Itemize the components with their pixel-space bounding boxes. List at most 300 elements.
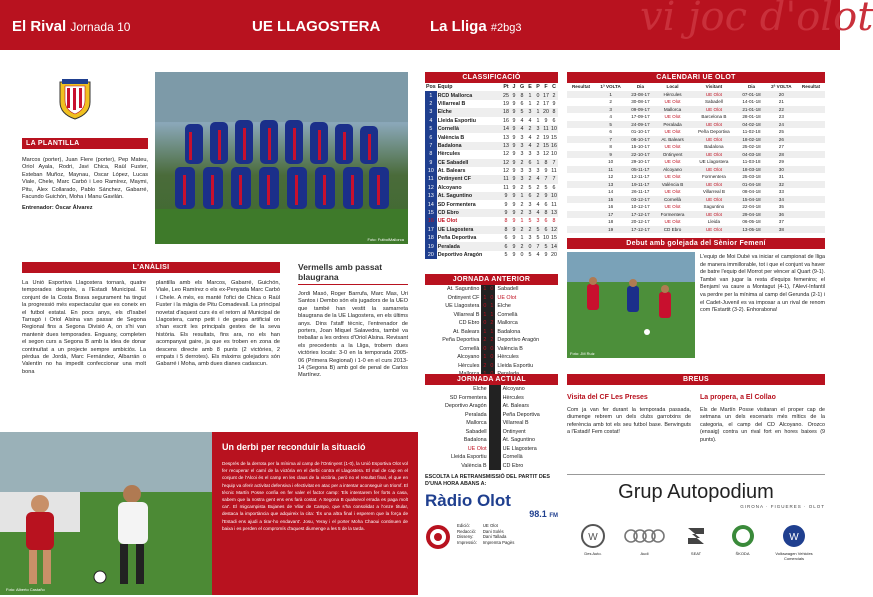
- classificacio-cell: 3: [425, 108, 437, 116]
- classificacio-cell: 7: [536, 243, 540, 250]
- classificacio-cell: 15: [543, 142, 549, 149]
- calendari-cell: 37: [778, 219, 784, 225]
- classificacio-cell: 1: [536, 117, 540, 124]
- classificacio-header-cell: Pos: [426, 84, 436, 91]
- calendari-cell: [797, 218, 825, 226]
- classificacio-cell: 9: [512, 210, 516, 217]
- calendari-cell: Ontinyent: [662, 151, 683, 157]
- classificacio-cell: 9: [512, 142, 516, 149]
- sponsor-cities: GIRONA · FIGUERES · OLOT: [740, 504, 825, 509]
- match-cell: Cornellà: [497, 311, 518, 318]
- classificacio-cell: 12: [503, 159, 509, 166]
- classificacio-row: [425, 192, 558, 200]
- classificacio-cell: 13: [503, 134, 509, 141]
- calendari-row: [567, 106, 825, 114]
- classificacio-cell: 9: [552, 100, 556, 107]
- classificacio-cell: 3: [520, 134, 524, 141]
- match-row: [425, 385, 558, 394]
- breus-title: BREUS: [567, 374, 825, 385]
- classificacio-row: [425, 200, 558, 208]
- classificacio-cell: 7: [552, 159, 556, 166]
- calendari-cell: [797, 196, 825, 204]
- radio-headline: ESCOLTA LA RETRANSMISSIÓ DEL PARTIT DES D'UNA HORA ABANS A:: [425, 474, 550, 487]
- classificacio-cell: 8: [520, 92, 524, 99]
- classificacio-title: CLASSIFICACIÓ: [425, 72, 558, 83]
- classificacio-cell: At. Balears: [437, 168, 466, 175]
- match-cell: At. Saguntino: [502, 437, 535, 444]
- calendari-cell: 16: [608, 204, 614, 210]
- classificacio-row: [425, 209, 558, 217]
- classificacio-cell: 2: [520, 201, 524, 208]
- classificacio-cell: 4: [425, 117, 437, 125]
- classificacio-cell: 11: [551, 168, 557, 175]
- match-cell: 1: [483, 294, 487, 301]
- calendari-cell: 17-12-17: [631, 211, 650, 217]
- classificacio-cell: 12: [551, 226, 557, 233]
- classificacio-cell: Deportivo Aragón: [437, 252, 483, 258]
- match-cell: Elche: [473, 386, 487, 393]
- calendari-cell: 18: [608, 219, 614, 225]
- classificacio-cell: 1: [528, 100, 532, 107]
- calendari-cell: [797, 98, 825, 106]
- classificacio-cell: 13: [503, 142, 509, 149]
- classificacio-cell: 7: [425, 142, 437, 150]
- classificacio-cell: 6: [425, 133, 437, 141]
- staff-label: Redacció:: [457, 528, 477, 534]
- anterior-section: [425, 274, 558, 379]
- calendari-cell: [797, 166, 825, 174]
- classificacio-cell: 4: [536, 176, 540, 183]
- classificacio-row: [425, 133, 558, 141]
- analisi-section: [22, 262, 280, 273]
- classificacio-cell: 1: [425, 91, 437, 99]
- classificacio-cell: 15: [551, 134, 557, 141]
- classificacio-row: [425, 100, 558, 108]
- calendari-cell: [797, 151, 825, 159]
- page-header: [0, 0, 873, 50]
- classificacio-cell: 3: [520, 176, 524, 183]
- classificacio-cell: 7: [552, 176, 556, 183]
- calendari-cell: UE Olot: [705, 91, 722, 97]
- match-row: [425, 319, 558, 328]
- classificacio-cell: 2: [528, 226, 532, 233]
- calendari-cell: [797, 226, 825, 234]
- calendari-cell: 04-02-18: [742, 121, 761, 127]
- vermells-section: [298, 262, 408, 380]
- classificacio-cell: 9: [512, 201, 516, 208]
- calendari-row: [567, 173, 825, 181]
- classificacio-row: [425, 226, 558, 234]
- radio-staff-values: [483, 523, 515, 545]
- classificacio-cell: 8: [544, 210, 548, 217]
- classificacio-cell: 4: [528, 134, 532, 141]
- classificacio-cell: 14: [551, 243, 557, 250]
- calendari-cell: 15-10-17: [631, 144, 650, 150]
- classificacio-cell: 13: [425, 192, 437, 200]
- classificacio-cell: 11: [551, 201, 557, 208]
- calendari-cell: [797, 91, 825, 99]
- classificacio-cell: 6: [504, 243, 508, 250]
- classificacio-cell: 9: [512, 168, 516, 175]
- calendari-cell: 26-11-17: [631, 189, 650, 195]
- analisi-col2: plantilla amb els Marcos, Gabarré, Guichón, Viale, Leo Ramírez o els ex-Penyada Marc Carbó i Chele. A més, es manté l'ofici de Chica o Raül Fuster i la màgia de Pitu Comadevall. La principal novetat d'aquest curs és el retorn al Municipal de Llagostera, camp petit i de gespa artificial on s'han escrit les principals gestes de la seva història. Els resultats, fins ara, no els han acompanyat gaire, ja que es troben en zona de descens directe amb 8 punts (2 victòries, 2 empats i 5 derrotes). Els màxims golejadors són Gabarré i Moha, amb dues dianes cadascun.: [156, 280, 280, 368]
- classificacio-row: [425, 125, 558, 133]
- classificacio-cell: 2: [536, 184, 540, 191]
- classificacio-cell: 9: [512, 218, 516, 225]
- calendari-cell: 26: [778, 136, 784, 142]
- calendari-cell: [567, 151, 595, 159]
- classificacio-cell: 9: [544, 117, 548, 124]
- calendari-cell: UE Olot: [705, 196, 722, 202]
- match-cell: Deportivo Aragón: [444, 403, 487, 410]
- calendari-cell: 11-02-18: [742, 129, 761, 135]
- classificacio-header-cell: G: [519, 84, 525, 91]
- classificacio-cell: 9: [512, 134, 516, 141]
- match-cell: Alcoyano: [457, 354, 480, 361]
- classificacio-cell: 4: [528, 142, 532, 149]
- classificacio-row: [425, 117, 558, 125]
- calendari-cell: Barcelona B: [701, 114, 727, 120]
- calendari-cell: 11: [608, 166, 614, 172]
- match-row: [425, 462, 558, 471]
- derbi-text: Després de la derrota per la mínima al camp de l'Ontinyent (1-0), la Unió Esportiva Olot vol fer recuperar el camí de la victòria en el derbi contra el Llagostera. El mal de cap en el conjunt de l'Alcoi és el camp en les claus de la victòria, però no el resultat final, el que en l'equip va oferir activitat defensiva i efectivitat en atac per a intentar aconseguir un triomf. El tècnic Martín Posse confia en fer valer el factor camp: 'Els intentarem fer forts a casa, sabem que la nostra gent ens ens farà costat. A Segona B qualsevol errada es paga molt car'. El migcampista Bujanes de Vilar de Campo, que s'ha consolidat a l'onze titular, destaca la importància que adquireix la cita: 'És una altra final i esperem que la força de l'Estadi ens ajudi a tirar-ho endavant'. Josu, Yeray i el porter Moha Chaoui continuen de baixa i es perden el compromís d'aquest diumenge a les 5 de la tarda.: [222, 461, 408, 531]
- match-cell: Peralada: [465, 411, 487, 418]
- classificacio-cell: 13: [551, 210, 557, 217]
- calendari-cell: 20: [778, 91, 784, 97]
- calendari-cell: [567, 173, 595, 181]
- calendari-header-cell: Local: [666, 84, 679, 90]
- classificacio-section: [425, 72, 558, 259]
- breus-section: [567, 374, 825, 385]
- classificacio-cell: 0: [536, 92, 540, 99]
- calendari-cell: 10: [608, 159, 614, 165]
- actual-table: [425, 385, 558, 470]
- calendari-cell: 36: [778, 211, 784, 217]
- classificacio-cell: 3: [520, 168, 524, 175]
- calendari-cell: Formentera: [702, 174, 726, 180]
- match-cell: CD Ebro: [502, 462, 524, 469]
- classificacio-cell: 9: [512, 243, 516, 250]
- classificacio-cell: 8: [544, 159, 548, 166]
- staff-label: Disseny:: [457, 534, 474, 540]
- classificacio-cell: 14: [425, 200, 437, 208]
- classificacio-cell: CD Ebro: [437, 210, 459, 217]
- match-cell: 0: [490, 345, 494, 352]
- derbi-photo-credit: Foto: Alberto Castaño: [6, 587, 45, 592]
- derbi-title: Un derbi per reconduir la situació: [222, 442, 366, 452]
- calendari-cell: 28-01-18: [742, 114, 761, 120]
- classificacio-cell: 9: [504, 201, 508, 208]
- calendari-cell: 29: [778, 159, 784, 165]
- calendari-title: CALENDARI UE OLOT: [567, 72, 825, 83]
- calendari-cell: UE Olot: [664, 99, 681, 105]
- match-cell: Mallorca: [466, 420, 487, 427]
- calendari-cell: 18-03-18: [742, 166, 761, 172]
- calendari-cell: [567, 91, 595, 99]
- match-cell: 1: [490, 328, 494, 335]
- match-cell: 0: [483, 303, 487, 310]
- staff-label: Impressió:: [457, 539, 477, 545]
- calendari-cell: [797, 113, 825, 121]
- match-row: [425, 302, 558, 311]
- classificacio-cell: 18: [425, 234, 437, 242]
- classificacio-cell: 20: [425, 251, 437, 259]
- classificacio-cell: 1: [520, 193, 524, 200]
- analisi-title: L'ANÀLISI: [22, 262, 280, 273]
- classificacio-cell: 19: [543, 134, 549, 141]
- classificacio-cell: 2: [528, 176, 532, 183]
- breus-item-1: [567, 394, 691, 437]
- classificacio-cell: 1: [528, 92, 532, 99]
- classificacio-row: [425, 242, 558, 250]
- classificacio-cell: 10: [425, 167, 437, 175]
- calendari-cell: [797, 211, 825, 219]
- classificacio-cell: Hèrcules: [437, 151, 461, 158]
- classificacio-cell: 0: [528, 243, 532, 250]
- team-photo: [155, 72, 408, 244]
- calendari-cell: [797, 158, 825, 166]
- classificacio-cell: Ontinyent CF: [437, 176, 471, 183]
- match-cell: 1: [483, 328, 487, 335]
- match-row: [425, 328, 558, 337]
- classificacio-header-cell: J: [512, 84, 516, 91]
- classificacio-cell: 1: [520, 218, 524, 225]
- match-cell: Alcoyano: [502, 386, 525, 393]
- calendari-cell: 29-10-17: [631, 159, 650, 165]
- calendari-cell: 01-04-18: [742, 181, 761, 187]
- calendari-row: [567, 91, 825, 99]
- radio-section: [425, 474, 558, 595]
- classificacio-cell: 3: [520, 151, 524, 158]
- match-cell: 0: [490, 362, 494, 369]
- classificacio-row: [425, 108, 558, 116]
- calendari-cell: 21: [778, 99, 784, 105]
- calendari-cell: 24-09-17: [631, 121, 650, 127]
- classificacio-cell: 6: [544, 226, 548, 233]
- calendari-cell: [567, 188, 595, 196]
- calendari-cell: 33: [778, 189, 784, 195]
- classificacio-cell: 2: [552, 92, 556, 99]
- calendari-cell: 08-04-18: [742, 189, 761, 195]
- calendari-cell: 30: [778, 166, 784, 172]
- calendari-cell: 9: [609, 151, 612, 157]
- classificacio-cell: 20: [543, 109, 549, 116]
- staff-label: Edició:: [457, 523, 470, 528]
- match-cell: 0: [490, 354, 494, 361]
- match-row: [425, 436, 558, 445]
- classificacio-cell: 9: [544, 252, 548, 258]
- classificacio-cell: 4: [520, 117, 524, 124]
- calendari-cell: UE Olot: [664, 189, 681, 195]
- calendari-cell: 11-03-18: [742, 159, 761, 165]
- classificacio-cell: 9: [512, 252, 516, 258]
- brand-desauto: W Des Auto.: [573, 523, 613, 561]
- calendari-cell: 17-09-17: [631, 114, 650, 120]
- calendari-cell: Mallorca: [663, 106, 682, 112]
- classificacio-cell: 4: [536, 210, 540, 217]
- match-cell: Peña Deportiva: [502, 411, 540, 418]
- calendari-header-cell: Resultat: [571, 84, 591, 90]
- classificacio-cell: 14: [503, 126, 509, 133]
- classificacio-cell: 25: [503, 92, 509, 99]
- classificacio-cell: 6: [528, 159, 532, 166]
- calendari-cell: UE Olot: [705, 151, 722, 157]
- classificacio-cell: 2: [520, 159, 524, 166]
- classificacio-cell: 17: [543, 92, 549, 99]
- calendari-cell: [567, 121, 595, 129]
- classificacio-cell: 9: [425, 159, 437, 167]
- classificacio-row: [425, 184, 558, 192]
- femeni-title: Debut amb golejada del Sènior Femení: [567, 238, 825, 249]
- calendari-row: [567, 188, 825, 196]
- rival-title: El Rival Jornada 10: [12, 18, 131, 35]
- radio-staff-labels: [457, 523, 477, 545]
- calendari-row: [567, 98, 825, 106]
- calendari-row: [567, 226, 825, 234]
- classificacio-row: [425, 91, 558, 99]
- classificacio-cell: 8: [552, 109, 556, 116]
- calendari-cell: 34: [778, 196, 784, 202]
- classificacio-cell: 5: [536, 235, 540, 242]
- calendari-row: [567, 136, 825, 144]
- classificacio-cell: 12: [543, 151, 549, 158]
- calendari-cell: [567, 98, 595, 106]
- classificacio-cell: 9: [512, 117, 516, 124]
- classificacio-cell: 16: [503, 117, 509, 124]
- staff-value: Impremta Pagès: [482, 539, 515, 545]
- match-cell: Lleida Esportiu: [450, 454, 487, 461]
- match-row: [425, 428, 558, 437]
- match-cell: Sabadell: [497, 286, 519, 293]
- classificacio-cell: 8: [552, 218, 556, 225]
- match-cell: Villarreal B: [453, 311, 480, 318]
- match-row: [425, 336, 558, 345]
- breus-text-1: Com ja van fer durant la temporada passada, diumenge rebrem un dels clubs garrotxins de referència amb tot els seu futbol base. Benvinguts a l'Estadi! Fem costat!: [567, 407, 691, 436]
- calendari-cell: 22: [778, 106, 784, 112]
- classificacio-row: [425, 159, 558, 167]
- match-cell: 2: [490, 320, 494, 327]
- calendari-cell: UE Olot: [705, 181, 722, 187]
- classificacio-cell: 3: [528, 151, 532, 158]
- match-cell: 0: [483, 320, 487, 327]
- calendari-cell: 14-01-18: [742, 99, 761, 105]
- classificacio-cell: 5: [528, 184, 532, 191]
- breus-item-2: [700, 394, 825, 444]
- match-cell: Hèrcules: [458, 362, 480, 369]
- classificacio-cell: 1: [536, 109, 540, 116]
- calendari-cell: UE Olot: [705, 106, 722, 112]
- calendari-cell: 30-08-17: [631, 99, 650, 105]
- calendari-cell: 31: [778, 174, 784, 180]
- classificacio-cell: 17: [425, 226, 437, 234]
- classificacio-cell: 5: [544, 184, 548, 191]
- calendari-cell: 04-03-18: [742, 151, 761, 157]
- match-row: [425, 453, 558, 462]
- classificacio-header-cell: F: [544, 84, 548, 91]
- calendari-row: [567, 166, 825, 174]
- calendari-cell: UE Olot: [664, 159, 681, 165]
- femeni-text: L'equip de Moi Dubé va iniciar el campionat de lliga de manera immillorable, tot i que el conjunt va haver de batre l'equip del Morrot per vèncer al Quart (9-1). També van jugar la resta d'equips femenins; el Benjamí va caure a Montagut (4-1), l'Aleví-Infantil va perdre per la mínima al camp del Gerunda (2-1) i el Cadet-Juvenil es va imposar a un rival de renom com l'Estartit (3-2). Enhorabona!: [700, 254, 825, 314]
- calendari-row: [567, 128, 825, 136]
- classificacio-cell: 9: [512, 176, 516, 183]
- classificacio-cell: 15: [425, 209, 437, 217]
- calendari-cell: 25-03-18: [742, 174, 761, 180]
- calendari-cell: 8: [609, 144, 612, 150]
- calendari-cell: [797, 181, 825, 189]
- radio-name: Ràdio Olot: [425, 491, 511, 510]
- classificacio-cell: 12: [503, 151, 509, 158]
- calendari-cell: [567, 128, 595, 136]
- classificacio-cell: 11: [425, 175, 437, 183]
- classificacio-cell: 5: [528, 252, 532, 258]
- match-cell: Badalona: [497, 328, 521, 335]
- calendari-cell: Peralada: [663, 121, 682, 127]
- calendari-cell: [567, 166, 595, 174]
- calendari-cell: València B: [661, 181, 684, 187]
- classificacio-cell: 3: [528, 210, 532, 217]
- classificacio-cell: 8: [504, 226, 508, 233]
- classificacio-cell: 19: [503, 100, 509, 107]
- classificacio-cell: 3: [528, 109, 532, 116]
- classificacio-cell: 6: [520, 100, 524, 107]
- classificacio-cell: CE Sabadell: [437, 159, 469, 166]
- classificacio-row: [425, 234, 558, 242]
- header-decoration: vi joc d'olot: [640, 0, 873, 40]
- femeni-photo: [567, 252, 695, 358]
- classificacio-cell: SD Formentera: [437, 201, 476, 208]
- match-cell: Deportivo Aragón: [497, 337, 540, 344]
- match-cell: València B: [497, 345, 523, 352]
- calendari-cell: [567, 203, 595, 211]
- classificacio-row: [425, 142, 558, 150]
- llagostera-shield-icon: [58, 78, 92, 120]
- classificacio-cell: 11: [503, 176, 509, 183]
- calendari-cell: UE Llagostera: [699, 159, 729, 165]
- classificacio-cell: 6: [504, 235, 508, 242]
- classificacio-cell: 4: [536, 201, 540, 208]
- classificacio-header-cell: Equip: [437, 84, 453, 91]
- classificacio-cell: 16: [425, 217, 437, 225]
- calendari-cell: 7: [609, 136, 612, 142]
- match-cell: 1: [490, 303, 494, 310]
- calendari-cell: Cornellà: [663, 196, 682, 202]
- calendari-cell: Alcoyano: [663, 166, 682, 172]
- calendari-cell: [567, 136, 595, 144]
- match-cell: UE Llagostera: [502, 445, 537, 452]
- plantilla-section: [22, 138, 148, 213]
- calendari-cell: 28: [778, 151, 784, 157]
- classificacio-cell: 5: [504, 252, 508, 258]
- calendari-header-cell: Dia: [636, 84, 644, 90]
- brand-skoda: ŠKODA: [723, 523, 763, 561]
- calendari-cell: UE Olot: [705, 121, 722, 127]
- match-cell: At. Saguntino: [447, 286, 480, 293]
- anterior-table: [425, 285, 558, 379]
- femeni-section: [567, 238, 825, 249]
- classificacio-cell: 10: [551, 151, 557, 158]
- match-row: [425, 294, 558, 303]
- classificacio-cell: 5: [544, 243, 548, 250]
- calendari-cell: Formentera: [660, 211, 685, 217]
- calendari-row: [567, 158, 825, 166]
- vermells-text: Jordi Masó, Roger Barrufa, Marc Mas, Uri Santos i Dembo són els jugadors de la UEO que també han vestit la samarreta blaugrana de la UE Llagostera, en els últims anys. Dins l'staff tècnic, l'entrenador de porters, Joan Miquel Salavedra, també va treballar a les ordres d'Oriol Alsina. Revisant els precedents a la Lliga, trobem dues victòries locals: 3-0 en la temporada 2005-06 (Primera Regional) i 1-0 en el curs 2013-14 (Segona B) amb gol de penal de Carlos Martínez.: [298, 291, 408, 379]
- brand-seat: SEAT: [676, 523, 716, 561]
- calendari-cell: At. Balears: [661, 136, 684, 142]
- calendari-cell: 19-11-17: [631, 181, 650, 187]
- classificacio-cell: 4: [528, 117, 532, 124]
- calendari-header-cell: Resultat: [801, 84, 821, 90]
- match-cell: Peña Deportiva: [442, 337, 480, 344]
